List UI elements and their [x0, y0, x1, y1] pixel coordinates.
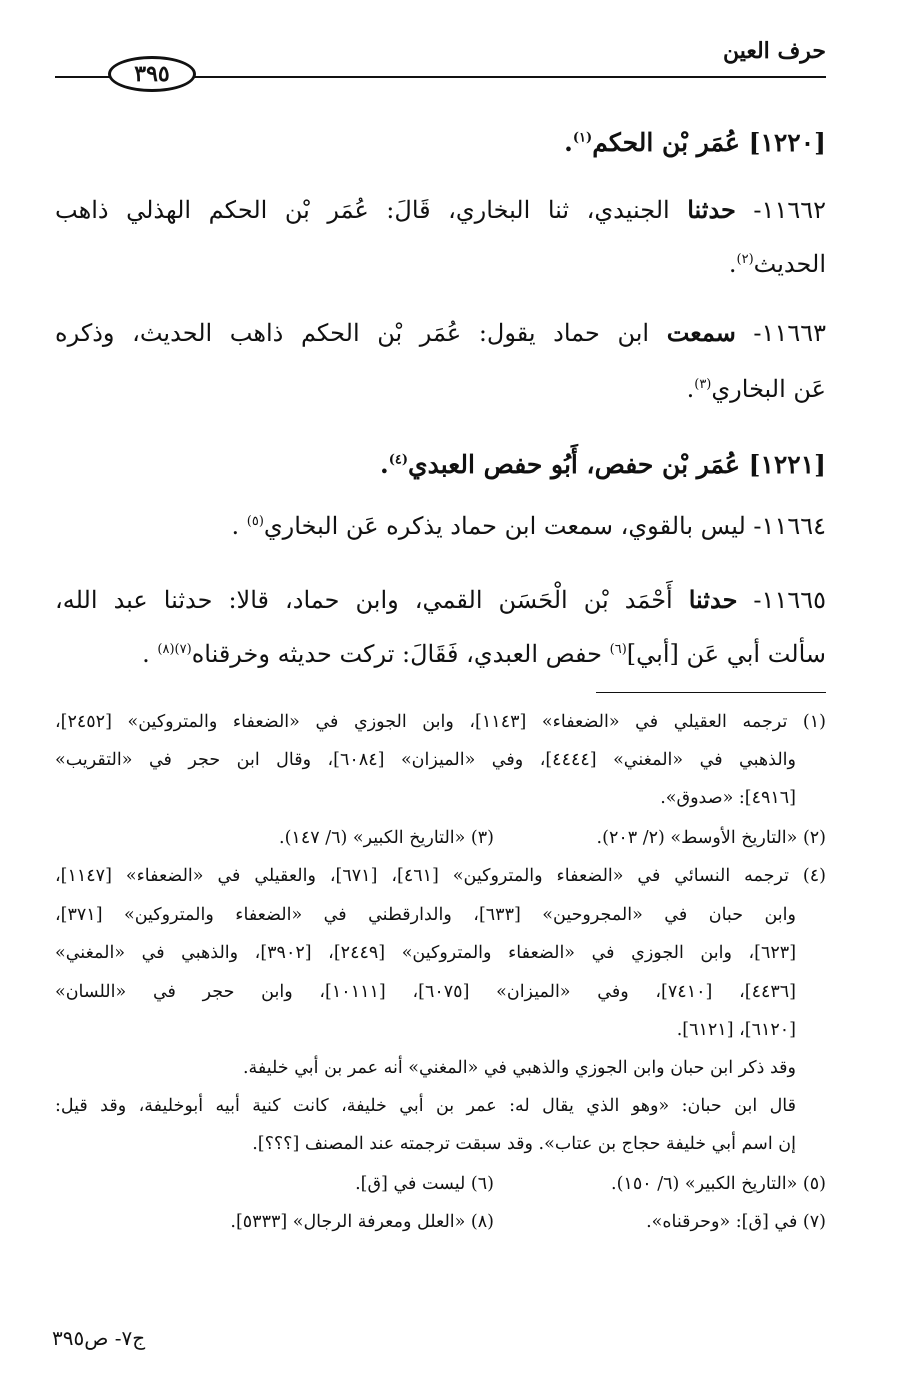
narration-text: عَن البخاري	[711, 375, 826, 403]
footnote-4-line-4: [٤٤٣٦]، [٧٤١٠]، وفي «الميزان» [٦٠٧٥]، [١٠١١١]، وابن حجر في «اللسان»	[55, 982, 796, 1002]
footnote-4-line-1: (٤) ترجمه النسائي في «الضعفاء والمتروكين» [٤٦١]، [٦٧١]، والعقيلي في «الضعفاء» [١١٤٧]،	[55, 866, 826, 886]
footnote-ref-2: (٢)	[736, 252, 754, 267]
footnote-ref-4: (٤)	[388, 452, 409, 468]
period: .	[380, 450, 389, 479]
footnote-4-line-6: وقد ذكر ابن حبان وابن الجوزي والذهبي في «المغني» أنه عمر بن أبي خليفة.	[242, 1058, 796, 1078]
narration-11663-line-2	[687, 375, 826, 403]
narration-text: حفص العبدي، فَقَالَ: تركت حديثه وخرقناه	[191, 640, 610, 668]
period: .	[564, 128, 573, 157]
footnote-4-line-7: قال ابن حبان: «وهو الذي يقال له: عمر بن أبي خليفة، كانت كنية أبيه أبوخليفة، وقد قيل:	[55, 1096, 796, 1116]
footnote-4-line-3: [٦٢٣]، وابن الجوزي في «الضعفاء والمتروكين» [٢٤٤٩]، [٣٩٠٢]، والذهبي في «المغني»	[55, 943, 797, 963]
entry-1220-heading	[564, 128, 826, 157]
chapter-title: حرف العين	[722, 38, 826, 64]
narration-11665-line-1	[55, 585, 826, 614]
footnote-1-line-3: [٤٩١٦]: «صدوق».	[660, 788, 796, 808]
period: .	[728, 250, 737, 278]
narration-number: ١١٦٦٥-	[737, 586, 826, 614]
footnote-7: (٧) في [ق]: «وحرقناه».	[646, 1212, 826, 1232]
narration-11662-line-2	[729, 250, 826, 278]
narration-text: ليس بالقوي، سمعت ابن حماد يذكره عَن البخاري	[263, 512, 746, 540]
entry-1221-title: [١٢٢١] عُمَر بْن حفص، أَبُو حفص العبدي	[408, 450, 826, 479]
page-number: ٣٩٥	[134, 61, 170, 87]
narration-text: الحديث	[753, 250, 826, 278]
narration-number: ١١٦٦٤-	[745, 512, 826, 540]
footnote-ref-7-8: (٧)(٨)	[157, 642, 192, 657]
footnote-ref-1: (١)	[572, 130, 593, 146]
entry-1220-title: [١٢٢٠] عُمَر بْن الحكم	[592, 128, 826, 157]
entry-1221-heading	[380, 450, 826, 479]
period: .	[686, 375, 695, 403]
narration-text: سألت أبي عَن [أبي]	[626, 640, 826, 668]
narration-11664	[231, 512, 826, 540]
narration-11663-line-1	[55, 318, 826, 347]
narration-number: ١١٦٦٣-	[735, 319, 826, 347]
footnote-separator	[596, 692, 826, 693]
footnote-2: (٢) «التاريخ الأوسط» (٢/ ٢٠٣).	[596, 828, 826, 848]
keyword: سمعت	[666, 318, 736, 347]
footnote-5: (٥) «التاريخ الكبير» (٦/ ١٥٠).	[611, 1174, 826, 1194]
narration-number: ١١٦٦٢-	[735, 196, 826, 224]
narration-11665-line-2	[142, 640, 826, 668]
page-number-oval	[108, 56, 196, 92]
footnote-8: (٨) «العلل ومعرفة الرجال» [٥٣٣٣].	[230, 1212, 494, 1232]
footnote-1-line-1: (١) ترجمه العقيلي في «الضعفاء» [١١٤٣]، وابن الجوزي في «الضعفاء والمتروكين» [٢٤٥٢]،	[55, 712, 826, 732]
narration-text: أَحْمَد بْن الْحَسَن القمي، وابن حماد، قالا: حدثنا عبد الله،	[55, 586, 689, 614]
footnote-4-line-5: [٦١٢٠]، [٦١٢١].	[676, 1020, 796, 1040]
keyword: حدثنا	[687, 195, 736, 224]
narration-text: ابن حماد يقول: عُمَر بْن الحكم ذاهب الحديث، وذكره	[55, 319, 667, 347]
footnote-1-line-2: والذهبي في «المغني» [٤٤٤٤]، وفي «الميزان» [٦٠٨٤]، وقال ابن حجر في «التقريب»	[55, 750, 796, 770]
narration-11662-line-1	[55, 195, 826, 224]
footnote-ref-3: (٣)	[694, 377, 712, 392]
footnote-4-line-8: إن اسم أبي خليفة حجاج بن عتاب». وقد سبقت ترجمته عند المصنف [؟؟؟].	[252, 1134, 796, 1154]
period: .	[231, 512, 247, 540]
period: .	[142, 640, 158, 668]
footnote-ref-6: (٦)	[609, 642, 627, 657]
footnote-3: (٣) «التاريخ الكبير» (٦/ ١٤٧).	[279, 828, 494, 848]
footnote-4-line-2: وابن حبان في «المجروحين» [٦٣٣]، والدارقطني في «الضعفاء والمتروكين» [٣٧١]،	[55, 905, 796, 925]
footnote-6: (٦) ليست في [ق].	[355, 1174, 494, 1194]
volume-page-reference: ج٧- ص٣٩٥	[52, 1326, 146, 1350]
footnote-ref-5: (٥)	[246, 514, 264, 529]
narration-text: الجنيدي، ثنا البخاري، قَالَ: عُمَر بْن الحكم الهذلي ذاهب	[55, 196, 688, 224]
keyword: حدثنا	[688, 585, 738, 614]
